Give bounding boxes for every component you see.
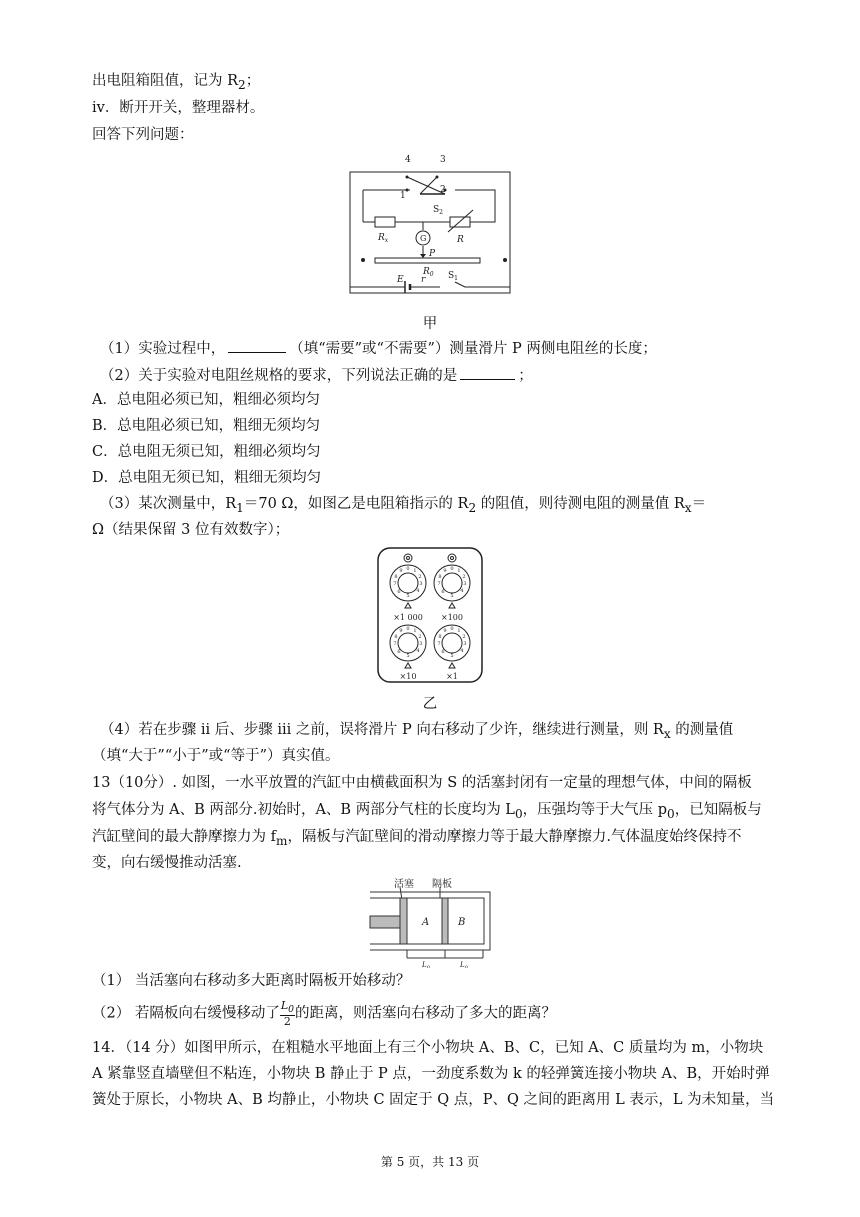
svg-text:5: 5	[450, 593, 454, 599]
svg-text:3: 3	[419, 641, 423, 647]
svg-text:R0: $R_0$	[423, 267, 434, 278]
svg-text:L0: $L_0$	[422, 961, 430, 968]
sub-question-2: （2） 若隔板向右缓慢移动了 $\frac{L_0}{2}$ 的距离，则活塞向右移动了多大的距离？	[92, 999, 556, 1029]
problem-14-line: A 紧靠竖直墙壁但不粘连，小物块 B 静止于 P 点，一劲度系数为 k 的轻弹簧连接小物块 A、B，开始时弹	[92, 1066, 770, 1082]
option-b: B．总电阻必须已知，粗细无须均匀	[92, 418, 321, 434]
svg-text:L0: $L_0$	[460, 961, 468, 968]
option-a: A．总电阻必须已知，粗细必须均匀	[92, 392, 320, 408]
svg-text:E: E	[397, 275, 404, 285]
svg-text:G: G	[420, 234, 427, 243]
svg-text:4: 4	[416, 588, 420, 594]
option-d: D．总电阻无须已知，粗细无须均匀	[92, 470, 322, 486]
text-line: iv．断开开关，整理器材。	[92, 100, 265, 116]
svg-text:0: 0	[450, 566, 454, 572]
svg-text:隔板: 隔板	[432, 879, 452, 890]
question-4-cont: （填“大于”“小于”或“等于”）真实值。	[92, 748, 340, 764]
svg-text:4: 4	[416, 648, 420, 654]
svg-text:9: 9	[443, 568, 447, 574]
svg-text:Rx: $R_x$	[378, 233, 389, 244]
svg-text:2: 2	[418, 634, 422, 640]
svg-text:5: 5	[406, 653, 410, 659]
svg-text:5: 5	[450, 653, 454, 659]
svg-text:1: 1	[457, 628, 461, 634]
svg-text:×1: ×1	[446, 672, 458, 681]
svg-text:5: 5	[406, 593, 410, 599]
figure-caption-yi: 乙	[422, 696, 438, 712]
svg-text:6: 6	[441, 589, 445, 595]
svg-text:×10: ×10	[399, 672, 417, 681]
svg-text:6: 6	[441, 649, 445, 655]
resistance-box-diagram	[375, 545, 485, 685]
svg-text:3: 3	[463, 581, 467, 587]
problem-14-line: 14．（14 分）如图甲所示，在粗糙水平地面上有三个小物块 A、B、C，已知 A、C 质量均为 m，小物块	[92, 1040, 764, 1056]
svg-text:0: 0	[406, 566, 410, 572]
svg-text:0: 0	[450, 626, 454, 632]
svg-text:9: 9	[443, 628, 447, 634]
answer-blank[interactable]	[460, 365, 515, 380]
circuit-diagram	[345, 150, 515, 300]
question-2: （2）关于实验对电阻丝规格的要求，下列说法正确的是 ；	[100, 365, 533, 386]
svg-text:R: R	[457, 235, 464, 245]
question-3-cont: Ω（结果保留 3 位有效数字）；	[92, 522, 290, 538]
svg-text:6: 6	[397, 649, 401, 655]
svg-text:9: 9	[399, 628, 403, 634]
problem-14-line: 簧处于原长，小物块 A、B 均静止，小物块 C 固定于 Q 点，P、Q 之间的距离用 L 表示，L 为未知量，当	[92, 1092, 775, 1108]
svg-text:2: 2	[440, 185, 446, 195]
svg-text:活塞: 活塞	[394, 879, 414, 890]
svg-text:7: 7	[437, 641, 441, 647]
svg-text:8: 8	[394, 634, 398, 640]
question-4: （4）若在步骤 ii 后、步骤 iii 之前，误将滑片 P 向右移动了少许，继续进行测量，则 $R_x$ 的测量值	[100, 722, 734, 741]
svg-text:3: 3	[463, 641, 467, 647]
svg-text:3: 3	[419, 581, 423, 587]
text-line: 回答下列问题：	[92, 127, 194, 143]
svg-text:P: P	[429, 249, 436, 259]
svg-text:×100: ×100	[441, 613, 463, 622]
svg-text:1: 1	[413, 628, 417, 634]
page-footer: 第 5 页，共 13 页	[380, 1155, 480, 1169]
svg-text:×1 000: ×1 000	[393, 613, 423, 622]
option-c: C．总电阻无须已知，粗细必须均匀	[92, 444, 321, 460]
svg-text:3: 3	[440, 155, 446, 165]
svg-text:0: 0	[406, 626, 410, 632]
svg-text:8: 8	[394, 574, 398, 580]
svg-text:8: 8	[438, 574, 442, 580]
svg-text:r: r	[421, 275, 426, 285]
svg-text:7: 7	[393, 641, 397, 647]
question-1: （1）实验过程中， （填“需要”或“不需要”）测量滑片 P 两侧电阻丝的长度；	[100, 338, 657, 359]
svg-text:S1: $S_1$	[448, 271, 458, 282]
problem-13-line: 13（10分）. 如图，一水平放置的汽缸中由横截面积为 S 的活塞封闭有一定量的理想气体，中间的隔板	[92, 775, 752, 791]
svg-text:4: 4	[460, 648, 464, 654]
svg-text:4: 4	[460, 588, 464, 594]
svg-text:1: 1	[413, 568, 417, 574]
problem-13-line: 变，向右缓慢推动活塞.	[92, 855, 242, 871]
problem-13-line: 将气体分为 A、B 两部分.初始时，A、B 两部分气柱的长度均为 $L_0$，压强均等于大气压 $p_0$，已知隔板与	[92, 802, 762, 821]
figure-caption-jia: 甲	[422, 316, 438, 332]
svg-text:1: 1	[457, 568, 461, 574]
svg-text:6: 6	[397, 589, 401, 595]
svg-text:8: 8	[438, 634, 442, 640]
svg-text:2: 2	[462, 574, 466, 580]
question-3: （3）某次测量中，$R_1=70$ Ω，如图乙是电阻箱指示的 $R_2$ 的阻值，则待测电阻的测量值 $R_x=$	[100, 496, 707, 515]
svg-text:9: 9	[399, 568, 403, 574]
s2-label: $S_2$	[433, 205, 443, 216]
text-line: 出电阻箱阻值，记为 $R_2$；	[92, 73, 261, 92]
cylinder-diagram	[362, 876, 502, 968]
svg-text:4: 4	[405, 155, 411, 165]
svg-text:7: 7	[437, 581, 441, 587]
answer-blank[interactable]	[228, 338, 286, 353]
svg-text:B: B	[458, 917, 466, 928]
svg-text:2: 2	[462, 634, 466, 640]
sub-question-1: （1） 当活塞向右移动多大距离时隔板开始移动？	[92, 973, 411, 989]
svg-text:2: 2	[418, 574, 422, 580]
svg-text:A: A	[422, 917, 430, 928]
problem-13-line: 汽缸壁间的最大静摩擦力为 $f_m$，隔板与汽缸壁间的滑动摩擦力等于最大静摩擦力.气体温度始终保持不	[92, 829, 742, 848]
svg-text:7: 7	[393, 581, 397, 587]
svg-text:1: 1	[400, 191, 406, 201]
